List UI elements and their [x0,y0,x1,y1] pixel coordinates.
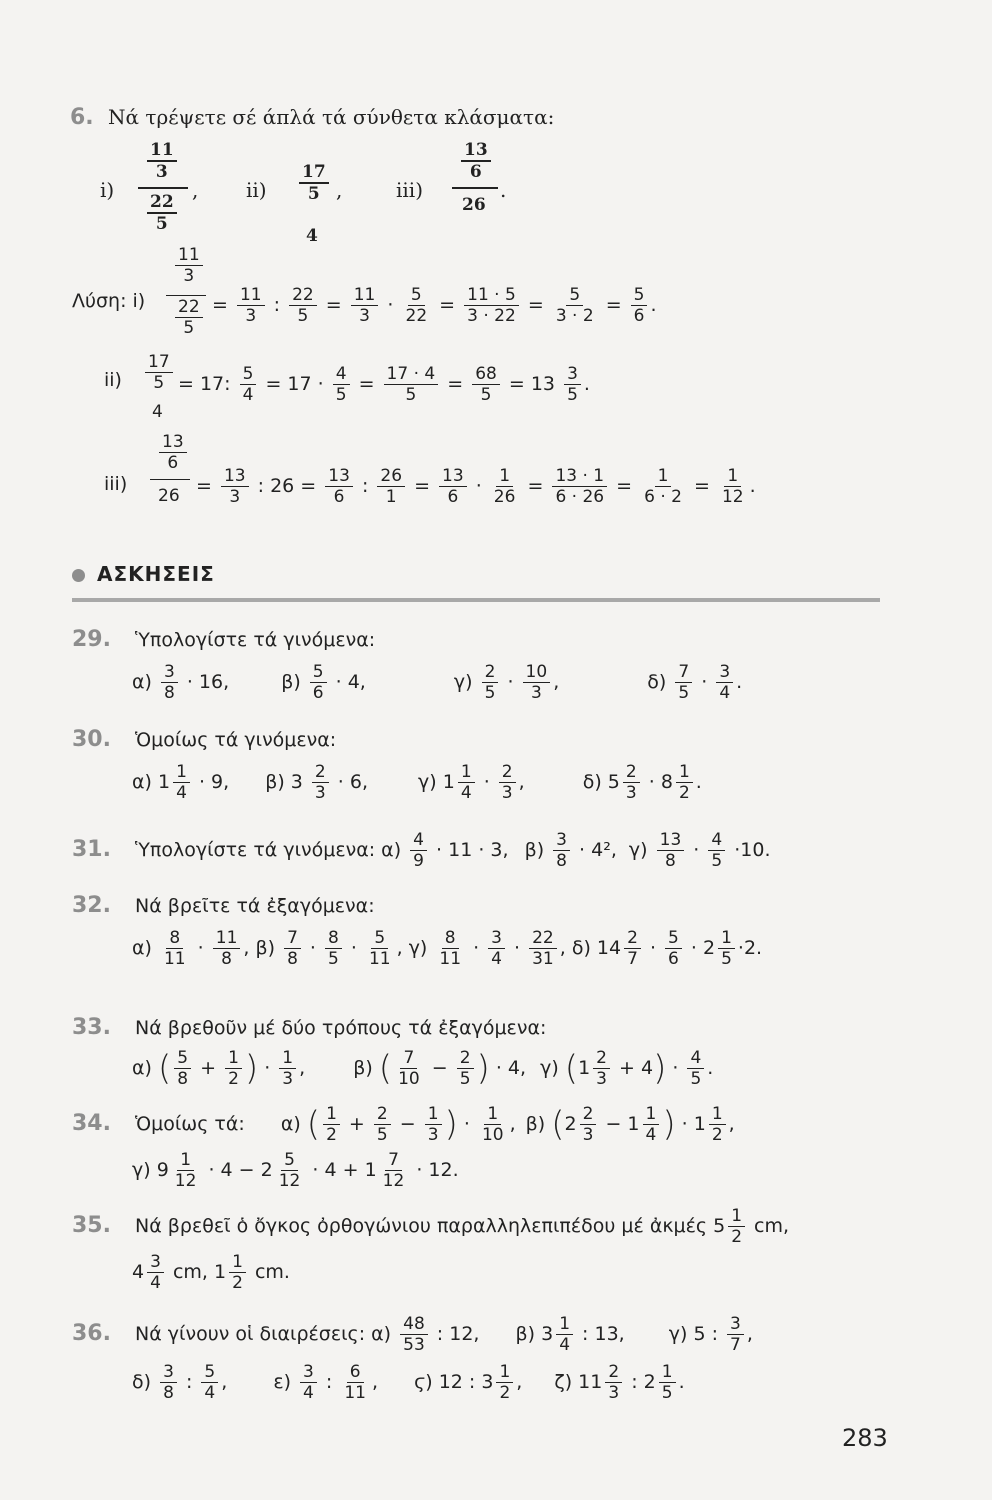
exercise-33-items: α) ( $\frac{5}{8}$ + $\frac{1}{2}$ ) · $\frac{1}{3}$ , β) ( $\frac{7}{10}$ − $\frac{2}{5}$ ) · 4, γ) (1 $\frac{2}{3}$ + 4) · $\frac{4}{5}$ . [132,1048,714,1089]
exercise-34-gamma: γ) 9 $\frac{1}{12}$ · 4 − 2 $\frac{5}{12}$ · 4 + 1 $\frac{7}{12}$ · 12. [132,1150,459,1191]
textbook-page: 6. Νά τρέψετε σέ άπλά τά σύνθετα κλάσματα: i) $\frac{11}{3}$ $\frac{22}{5}$ , ii) $\frac{17}{5}$ 4 , iii) $\frac{13}{6}$ 26 . Λύση: i) $\frac{11}{3}$ $\frac{22}{5}$ = $\frac{11}{3}$ : $\frac{22}{5}$ = $\frac{11}{3}$ · $\frac{5}{22}$ = $\frac{11 \cdot 5}{3 \cdot 22}$ = $\frac{5}{3 \cdot 2}$ = $\frac{5}{6}$ . ii) $\frac{17}{5}$ 4 = 17: $\frac{5}{4}$ = 17 · $\frac{4}{5}$ = $\frac{17 \cdot 4}{5}$ = $\frac{68}{5}$ = 13 $\frac{3}{5}$ . iii) $\frac{13}{6}$ 26 = $\frac{13}{3}$ : 26 = $\frac{13}{6}$ : $\frac{26}{1}$ = $\frac{13}{6}$ · $\frac{1}{26}$ = $\frac{13 \cdot 1}{6 \cdot 26}$ = $\frac{1}{6 \cdot 2}$ = $\frac{1}{12}$ . ΑΣΚΗΣΕΙΣ 29. Ὑπολογίστε τά γινόμενα: α) $\frac{3}{8}$ · 16, β) $\frac{5}{6}$ · 4, γ) $\frac{2}{5}$ · $\frac{10}{3}$ , δ) $\frac{7}{5}$ · $\frac{3}{4}$ . 30. Ὁμοίως τά γινόμενα: α) 1 $\frac{1}{4}$ · 9, β) 3 $\frac{2}{3}$ · 6, γ) 1 $\frac{1}{4}$ · $\frac{2}{3}$ , δ) 5 $\frac{2}{3}$ · 8 $\frac{1}{2}$ . 31. Ὑπολογίστε τά γινόμενα: α) $\frac{4}{9}$ · 11 · 3, β) $\frac{3}{8}$ · 4², γ) $\frac{13}{8}$ · $\frac{4}{5}$ ·10. 32. Νά βρεῖτε τά ἐξαγόμενα: α) $\frac{8}{11}$ · $\frac{11}{8}$ , β) $\frac{7}{8}$ · $\frac{8}{5}$ · $\frac{5}{11}$ , γ) $\frac{8}{11}$ · $\frac{3}{4}$ · $\frac{22}{31}$ , δ) 14 $\frac{2}{7}$ · $\frac{5}{6}$ · 2 $\frac{1}{5}$ ·2. 33. Νά βρεθοῦν μέ δύο τρόπους τά ἐξαγόμενα: α) ( $\frac{5}{8}$ + $\frac{1}{2}$ ) · $\frac{1}{3}$ , β) ( $\frac{7}{10}$ − $\frac{2}{5}$ ) · 4, γ) (1 $\frac{2}{3}$ + 4) · $\frac{4}{5}$ . 34. Ὁμοίως τά: α) ( $\frac{1}{2}$ + $\frac{2}{5}$ − $\frac{1}{3}$ ) · $\frac{1}{10}$ , β) (2 $\frac{2}{3}$ − 1 $\frac{1}{4}$ ) · 1 $\frac{1}{2}$ , γ) 9 $\frac{1}{12}$ · 4 − 2 $\frac{5}{12}$ · 4 + 1 $\frac{7}{12}$ · 12. 35. Νά βρεθεῖ ὁ ὄγκος ὀρθογώνιου παραλληλεπιπέδου μέ ἀκμές 5 $\frac{1}{2}$ cm, 4 $\frac{3}{4}$ cm, 1 $\frac{1}{2}$ cm. 36. Νά γίνουν οἱ διαιρέσεις: α) $\frac{48}{53}$ : 12, β) 3 $\frac{1}{4}$ : 13, γ) 5 : $\frac{3}{7}$ , δ) $\frac{3}{8}$ : $\frac{5}{4}$ , ε) $\frac{3}{4}$ : $\frac{6}{11}$ , ϛ) 12 : 3 $\frac{1}{2}$ , ζ) 11 $\frac{2}{3}$ : 2 $\frac{1}{5}$ . 283 [70,105,888,1452]
item-iii-label: iii) [396,178,423,202]
exercise-33: 33. Νά βρεθοῦν μέ δύο τρόπους τά ἐξαγόμενα: [72,1015,547,1040]
example-prompt: Νά τρέψετε σέ άπλά τά σύνθετα κλάσματα: [108,105,555,129]
item-i-label: i) [100,178,115,202]
exercise-32-items: α) $\frac{8}{11}$ · $\frac{11}{8}$ , β) $\frac{7}{8}$ · $\frac{8}{5}$ · $\frac{5}{11}$ , γ) $\frac{8}{11}$ · $\frac{3}{4}$ · $\frac{22}{31}$ , δ) 14 $\frac{2}{7}$ · $\frac{5}{6}$ · 2 $\frac{1}{5}$ ·2. [132,928,763,969]
exercise-36-cont: δ) $\frac{3}{8}$ : $\frac{5}{4}$ , ε) $\frac{3}{4}$ : $\frac{6}{11}$ , ϛ) 12 : 3 $\frac{1}{2}$ , ζ) 11 $\frac{2}{3}$ : 2 $\frac{1}{5}$ . [132,1362,685,1403]
exercise-36: 36. Νά γίνουν οἱ διαιρέσεις: α) $\frac{48}{53}$ : 12, β) 3 $\frac{1}{4}$ : 13, γ) 5 : $\frac{3}{7}$ , [72,1314,753,1355]
section-heading: ΑΣΚΗΣΕΙΣ [72,562,215,586]
page-number: 283 [842,1424,888,1452]
main-bar [138,187,188,189]
example-6-prompt [70,105,554,130]
exercise-35-cont: 4 $\frac{3}{4}$ cm, 1 $\frac{1}{2}$ cm. [132,1252,290,1293]
exercise-34: 34. Ὁμοίως τά: α) ( $\frac{1}{2}$ + $\frac{2}{5}$ − $\frac{1}{3}$ ) · $\frac{1}{10}$ , β) (2 $\frac{2}{3}$ − 1 $\frac{1}{4}$ ) · 1 $\frac{1}{2}$ , [72,1104,735,1145]
exercise-30: 30. Ὁμοίως τά γινόμενα: [72,727,337,752]
exercise-31: 31. Ὑπολογίστε τά γινόμενα: α) $\frac{4}{9}$ · 11 · 3, β) $\frac{3}{8}$ · 4², γ) $\frac{13}{8}$ · $\frac{4}{5}$ ·10. [72,830,771,871]
solution-label: Λύση: [72,290,127,312]
section-divider [72,598,880,602]
exercise-29-items: α) $\frac{3}{8}$ · 16, β) $\frac{5}{6}$ · 4, γ) $\frac{2}{5}$ · $\frac{10}{3}$ , δ) $\frac{7}{5}$ · $\frac{3}{4}$ . [132,662,743,703]
exercise-30-items: α) 1 $\frac{1}{4}$ · 9, β) 3 $\frac{2}{3}$ · 6, γ) 1 $\frac{1}{4}$ · $\frac{2}{3}$ , δ) 5 $\frac{2}{3}$ · 8 $\frac{1}{2}$ . [132,762,702,803]
exercise-29: 29. Ὑπολογίστε τά γινόμενα: [72,627,376,652]
item-i-compound-fraction: $\frac{11}{3}$ [144,140,180,182]
item-ii-label: ii) [246,178,267,202]
exercise-35: 35. Νά βρεθεῖ ὁ ὄγκος ὀρθογώνιου παραλληλεπιπέδου μέ ἀκμές 5 $\frac{1}{2}$ cm, [72,1206,790,1247]
example-number: 6. [70,105,94,130]
bullet-icon [72,569,85,582]
exercise-32: 32. Νά βρεῖτε τά ἐξαγόμενα: [72,893,375,918]
